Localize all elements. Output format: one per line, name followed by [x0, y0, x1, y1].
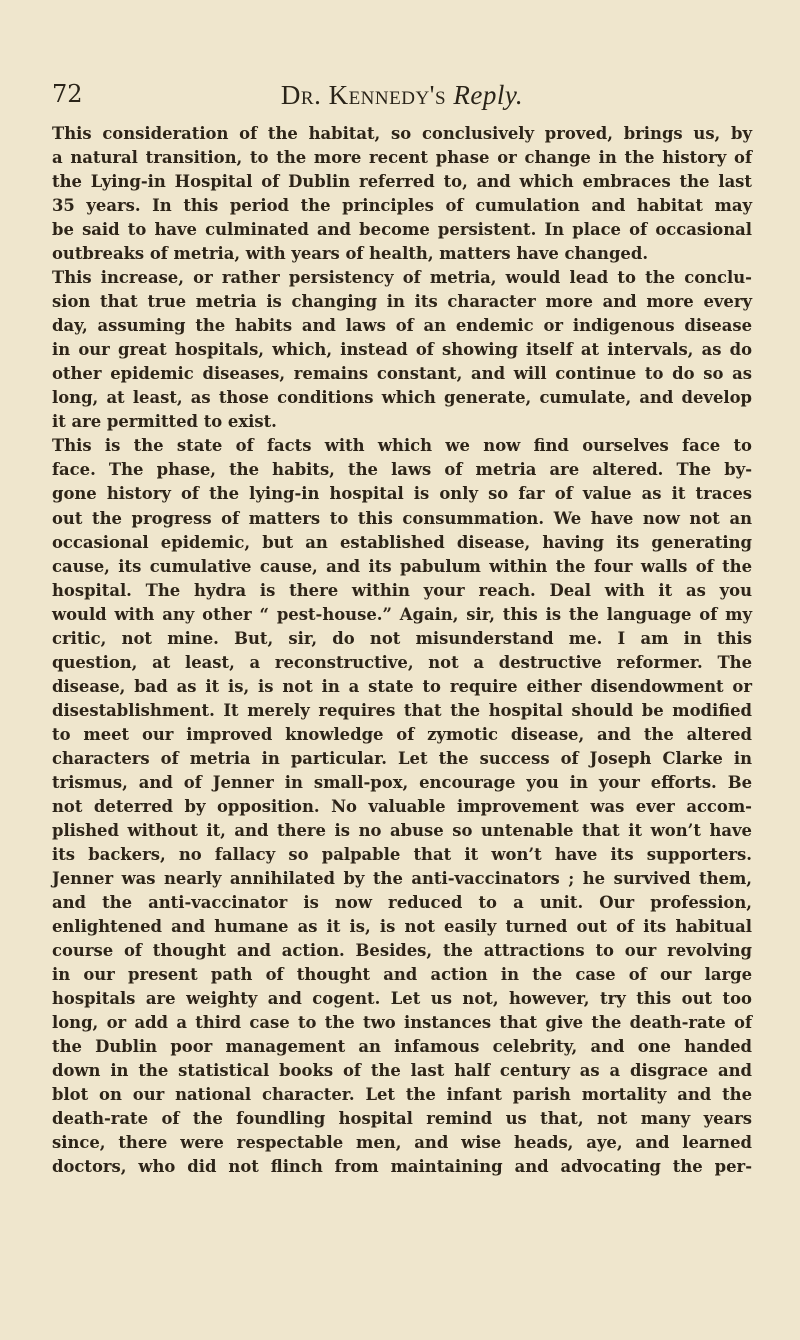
text-line: Jenner was nearly annihilated by the anti-vaccinators ; he survived them,	[52, 868, 752, 888]
text-line: would with any other “ pest-house.” Again, sir, this is the language of my	[52, 604, 752, 624]
text-line: 35 years. In this period the principles of cumulation and habitat may	[52, 196, 752, 216]
text-line: occasional epidemic, but an established disease, having its generating	[52, 532, 752, 552]
text-line: its backers, no fallacy so palpable that it won’t have its supporters.	[52, 844, 752, 864]
text-line: and the anti-vaccinator is now reduced to a unit. Our profession,	[52, 893, 752, 912]
text-line: other epidemic diseases, remains constant, and will continue to do so as	[52, 364, 752, 384]
text-line: This consideration of the habitat, so conclusively proved, brings us, by	[52, 124, 752, 143]
running-head-title: Dr. Kennedy's	[280, 80, 447, 110]
text-line: enlightened and humane as it is, is not easily turned out of its habitual	[52, 917, 752, 937]
text-line: it are permitted to exist.	[52, 412, 277, 432]
text-line: cause, its cumulative cause, and its pabulum within the four walls of the	[52, 556, 752, 576]
text-line: in our great hospitals, which, instead of showing itself at intervals, as do	[52, 340, 752, 360]
text-line: long, or add a third case to the two instances that give the death-rate of	[52, 1013, 752, 1033]
text-line: plished without it, and there is no abuse so untenable that it won’t have	[52, 820, 752, 840]
text-line: not deterred by opposition. No valuable improvement was ever accom-	[52, 796, 752, 816]
page-header	[52, 80, 752, 120]
text-line: the Dublin poor management an infamous celebrity, and one handed	[52, 1037, 752, 1057]
text-line: hospitals are weighty and cogent. Let us not, however, try this out too	[52, 989, 752, 1009]
text-line: hospital. The hydra is there within your reach. Deal with it as you	[52, 580, 752, 600]
text-line: sion that true metria is changing in its character more and more every	[52, 292, 752, 312]
text-line: death-rate of the foundling hospital remind us that, not many years	[52, 1109, 752, 1129]
text-line: disease, bad as it is, is not in a state to require either disendowment or	[52, 676, 752, 696]
text-line: be said to have culminated and become persistent. In place of occasional	[52, 220, 752, 240]
text-line: to meet our improved knowledge of zymotic disease, and the altered	[52, 724, 752, 744]
text-line: critic, not mine. But, sir, do not misunderstand me. I am in this	[52, 628, 752, 648]
text-line: outbreaks of metria, with years of health, matters have changed.	[52, 244, 649, 264]
text-line: trismus, and of Jenner in small-pox, encourage you in your efforts. Be	[52, 772, 752, 792]
text-line: course of thought and action. Besides, the attractions to our revolving	[52, 941, 752, 961]
text-line: gone history of the lying-in hospital is only so far of value as it traces	[52, 484, 752, 504]
text-line: This is the state of facts with which we now find ourselves face to	[52, 436, 752, 456]
text-line: disestablishment. It merely requires that the hospital should be modified	[52, 700, 752, 720]
text-line: blot on our national character. Let the infant parish mortality and the	[52, 1085, 752, 1105]
text-line: doctors, who did not flinch from maintaining and advocating the per-	[52, 1157, 752, 1177]
body-text	[52, 122, 752, 1179]
text-line: out the progress of matters to this consummation. We have now not an	[52, 508, 752, 528]
page-number: 72	[52, 80, 83, 108]
text-line: down in the statistical books of the last half century as a disgrace and	[52, 1061, 752, 1081]
text-line: the Lying-in Hospital of Dublin referred to, and which embraces the last	[52, 172, 752, 192]
text-line: in our present path of thought and action in the case of our large	[52, 965, 752, 985]
text-line: question, at least, a reconstructive, not a destructive reformer. The	[52, 652, 752, 672]
running-head	[52, 80, 752, 111]
text-line: characters of metria in particular. Let the success of Joseph Clarke in	[52, 748, 752, 768]
text-line: day, assuming the habits and laws of an endemic or indigenous disease	[52, 316, 752, 336]
text-line: long, at least, as those conditions which generate, cumulate, and develop	[52, 388, 752, 408]
running-head-italic: Reply.	[453, 80, 524, 110]
text-line: This increase, or rather persistency of metria, would lead to the conclu-	[52, 268, 752, 288]
text-line: a natural transition, to the more recent phase or change in the history of	[52, 148, 752, 168]
text-line: face. The phase, the habits, the laws of metria are altered. The by-	[52, 460, 752, 480]
text-line: since, there were respectable men, and wise heads, aye, and learned	[52, 1133, 752, 1153]
